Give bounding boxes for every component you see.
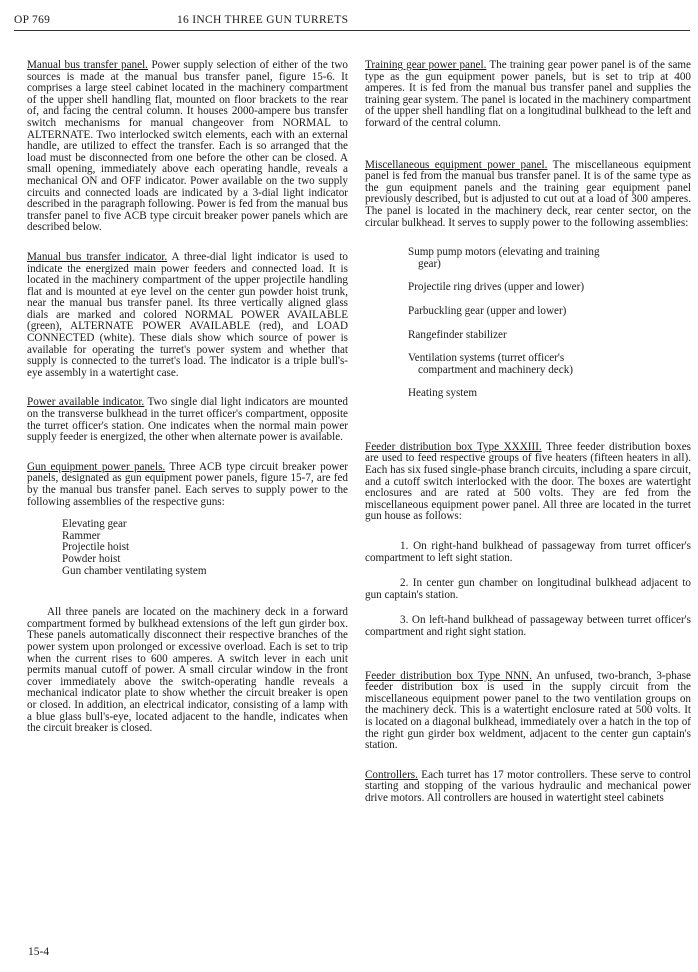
list-item xyxy=(365,330,691,342)
list-item xyxy=(365,388,691,400)
header-rule xyxy=(14,30,690,31)
location-item: 2. In center gun chamber on longitudinal bulkhead adjacent to gun captain's station. xyxy=(365,577,691,601)
paragraph-heading: Power available indicator. xyxy=(27,396,145,409)
paragraph-body: The miscellaneous equipment panel is fed from the manual bus transfer panel. It is of the same type as the gun equipment panels and the training gear equipment panel previously described, but is adjusted to cut out at a load of 300 amperes. The panel is located in the machinery deck, rear center sector, on the circular bulkhead. It serves to supply power to the following assemblies: xyxy=(365,158,691,229)
paragraph-feeder-box-nnn xyxy=(365,671,691,752)
list-item-text: Sump pump motors (elevating and training xyxy=(408,246,600,259)
paragraph-controllers xyxy=(365,770,691,805)
list-item-text: Projectile ring drives (upper and lower) xyxy=(408,281,585,294)
paragraph-body: Two single dial light indicators are mounted on the transverse bulkhead in the turret officer's compartment, opposite the turret officer's station. One indicates when the normal main power supply feeder is energized, the other when alternate power is available. xyxy=(27,396,348,444)
paragraph-gun-equipment-power-panels xyxy=(27,462,348,508)
paragraph-body: Power supply selection of either of the two sources is made at the manual bus transfer panel, figure 15-6. It comprises a large steel cabinet located in the machinery compartment of the upper shell handling flat, mounted on floor brackets to the rear of, and facing the central column. It houses 2000-ampere bus transfer switch mechanisms for manual changeover from NORMAL to ALTERNATE. Two interlocked switch elements, each with an external handle, are utilized to effect the transfer. Each is so arranged that the load must be disconnected from one before the other can be closed. A small opening, immediately above each operating handle, reveals a mechanical ON and OFF indicator. Power available on the two supply circuits and connected loads are indicated by a 3-dial light indicator described in the paragraph following. Power is fed from the manual bus transfer panel to five ACB type circuit breaker power panels which are described below. xyxy=(27,59,348,234)
list-item: Elevating gear xyxy=(62,518,127,531)
list-item xyxy=(365,353,691,376)
paragraph-panels-location: All three panels are located on the machinery deck in a forward compartment formed by bulkhead extensions of the left gun girder box. These panels automatically disconnect their respective branches of the power system upon prolonged or excessive overload. Each is set to trip when the current rises to 600 amperes. A switch lever in each unit permits manual cutoff of power. A small circular window in the front cover immediately above the switch-operating handle reveals a mechanical indicator plate to show whether the circuit breaker is open or closed. In addition, an electrical indicator, consisting of a lamp with a blue glass bull's-eye, located adjacent to the handle, indicates when the circuit breaker is closed. xyxy=(27,606,348,735)
list-item xyxy=(365,247,691,270)
list-item xyxy=(365,282,691,294)
paragraph-body: Three feeder distribution boxes are used to feed respective groups of five heaters (fifteen heaters in all). Each has six fused single-phase branch circuits, including a spare circuit, and a cutoff switch interlocked with the door. The boxes are watertight enclosures and are rated at 500 volts. They are fed from the miscellaneous equipment power panel. All three are located in the turret gun house as follows: xyxy=(365,440,692,523)
gun-assemblies-list xyxy=(27,519,348,577)
paragraph-heading: Miscellaneous equipment power panel. xyxy=(365,158,548,171)
paragraph-miscellaneous-equipment-power-panel xyxy=(365,160,691,230)
paragraph-body: A three-dial light indicator is used to indicate the energized main power feeders and connected load. It is located in the machinery compartment of the upper projectile handling flat and is mounted at eye level on the center gun powder hoist trunk, near the manual bus transfer panel. Its three vertically aligned glass dials are marked and colored NORMAL POWER AVAILABLE (green), ALTERNATE POWER AVAILABLE (red), and LOAD CONNECTED (white). These dials show which source of power is available for operating the turret's power system and whether that supply is connected to the turret's load. The indicator is a triple bull's-eye assembly in a watertight case. xyxy=(27,250,349,379)
list-item-continuation: compartment and machinery deck) xyxy=(418,363,573,376)
paragraph-body: The training gear power panel is of the same type as the gun equipment power panels, but is set to trip at 400 amperes. It is fed from the manual bus transfer panel and supplies the training gear system. The panel is located in the machinery compartment of the upper shell handling flat on a longitudinal bulkhead to the left and forward of the central column. xyxy=(365,59,691,129)
list-item-continuation: gear) xyxy=(418,257,441,270)
paragraph-manual-bus-transfer-indicator xyxy=(27,252,348,380)
list-item: Projectile hoist xyxy=(62,541,130,554)
list-item-text: Ventilation systems (turret officer's xyxy=(408,352,565,365)
paragraph-heading: Feeder distribution box Type NNN. xyxy=(365,669,532,682)
list-item-text: Rangefinder stabilizer xyxy=(408,328,507,341)
left-column xyxy=(27,60,348,735)
page-header xyxy=(14,10,690,30)
paragraph-heading: Gun equipment power panels. xyxy=(27,460,166,473)
paragraph-heading: Feeder distribution box Type XXXIII. xyxy=(365,440,542,453)
paragraph-feeder-box-xxxiii xyxy=(365,442,691,523)
paragraph-heading: Controllers. xyxy=(365,768,418,781)
paragraph-power-available-indicator xyxy=(27,397,348,443)
list-item: Powder hoist xyxy=(62,552,121,565)
paragraph-training-gear-power-panel xyxy=(365,60,691,130)
misc-assemblies-list xyxy=(365,247,691,400)
page-number: 15-4 xyxy=(28,946,50,958)
paragraph-heading: Manual bus transfer indicator. xyxy=(27,250,168,263)
paragraph-body: Three ACB type circuit breaker power panels, designated as gun equipment power panels, figure 15-7, are fed by the manual bus transfer panel. Each serves to supply power to the following assemblies of the respective guns: xyxy=(27,460,348,508)
page-title: 16 INCH THREE GUN TURRETS xyxy=(177,14,349,26)
paragraph-body: An unfused, two-branch, 3-phase feeder distribution box is used in the supply circuit from the miscellaneous equipment power panel to the two ventilation groups on the machinery deck. This is a watertight enclosure rated at 500 volts. It is located on a diagonal bulkhead, immediately over a hatch in the top of the right gun girder box weldment, adjacent to the center gun captain's station. xyxy=(365,669,691,752)
document-code: OP 769 xyxy=(14,14,51,26)
list-item-text: Parbuckling gear (upper and lower) xyxy=(408,304,567,317)
paragraph-heading: Training gear power panel. xyxy=(365,59,487,71)
location-item: 3. On left-hand bulkhead of passageway between turret officer's compartment and right sight station. xyxy=(365,614,691,638)
right-column xyxy=(365,60,691,805)
list-item: Rammer xyxy=(62,529,101,542)
paragraph-heading: Manual bus transfer panel. xyxy=(27,59,148,71)
paragraph-manual-bus-transfer-panel xyxy=(27,60,348,234)
location-item: 1. On right-hand bulkhead of passageway from turret officer's compartment to left sight station. xyxy=(365,540,691,564)
paragraph-body: Each turret has 17 motor controllers. These serve to control starting and stopping of the various hydraulic and mechanical power drive motors. All controllers are housed in watertight steel cabinets xyxy=(365,768,691,804)
list-item: Gun chamber ventilating system xyxy=(62,564,207,577)
list-item-text: Heating system xyxy=(408,387,477,400)
list-item xyxy=(365,306,691,318)
